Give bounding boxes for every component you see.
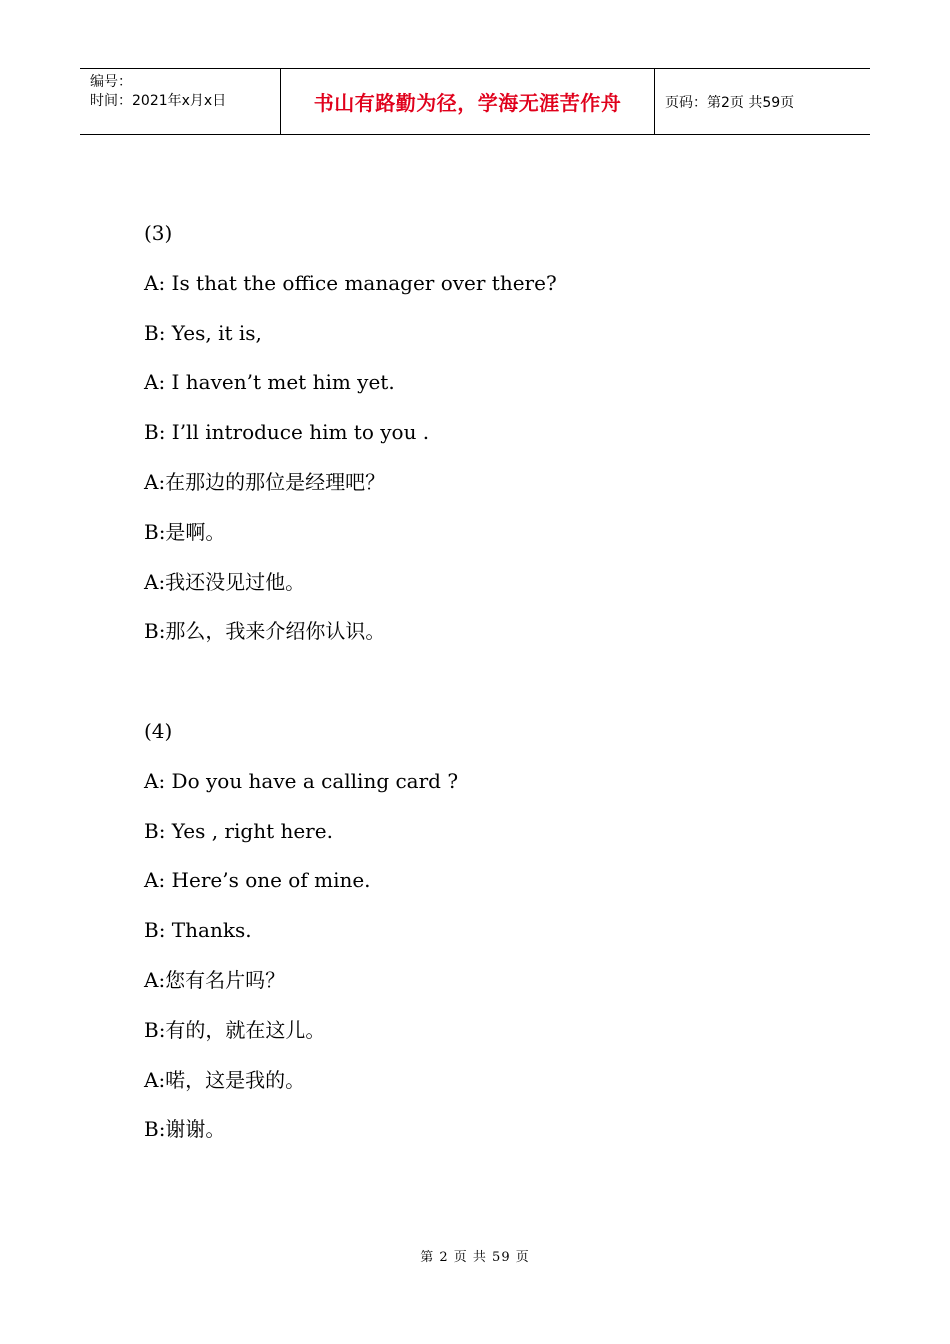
dialogue-section	[144, 716, 844, 1164]
page-footer: 第 2 页 共 59 页	[420, 1250, 530, 1265]
page-header	[80, 68, 870, 135]
dialogue-line: A: Do you have a calling card ?	[144, 768, 459, 793]
dialogue-line: A:我还没见过他。	[144, 569, 306, 594]
dialogue-line: B:是啊。	[144, 519, 226, 544]
dialogue-line: B: Yes, it is,	[144, 320, 262, 345]
dialogue-line: B:有的，就在这儿。	[144, 1017, 326, 1042]
section-number: (4)	[144, 718, 173, 743]
header-time-label: 时间：2021年x月x日	[90, 93, 227, 109]
section-spacer	[144, 666, 844, 716]
dialogue-line: A:在那边的那位是经理吧？	[144, 469, 386, 494]
document-body	[144, 218, 844, 1164]
dialogue-line: B: I’ll introduce him to you .	[144, 420, 430, 445]
dialogue-line: A:喏，这是我的。	[144, 1067, 306, 1092]
dialogue-line: A: I haven’t met him yet.	[144, 370, 395, 395]
dialogue-line: A:您有名片吗？	[144, 967, 286, 992]
header-page-info: 页码：第2页 共59页	[665, 94, 795, 111]
dialogue-line: A: Here’s one of mine.	[144, 868, 371, 893]
dialogue-section	[144, 218, 844, 666]
dialogue-line: A: Is that the office manager over there?	[144, 270, 557, 295]
dialogue-line: B: Yes , right here.	[144, 818, 333, 843]
dialogue-line: B:那么，我来介绍你认识。	[144, 619, 386, 644]
section-number: (3)	[144, 221, 173, 245]
header-id-label: 编号：	[90, 74, 132, 90]
dialogue-line: B: Thanks.	[144, 918, 252, 943]
dialogue-line: B:谢谢。	[144, 1117, 226, 1142]
header-motto: 书山有路勤为径，学海无涯苦作舟	[281, 69, 655, 134]
header-meta	[80, 69, 281, 134]
